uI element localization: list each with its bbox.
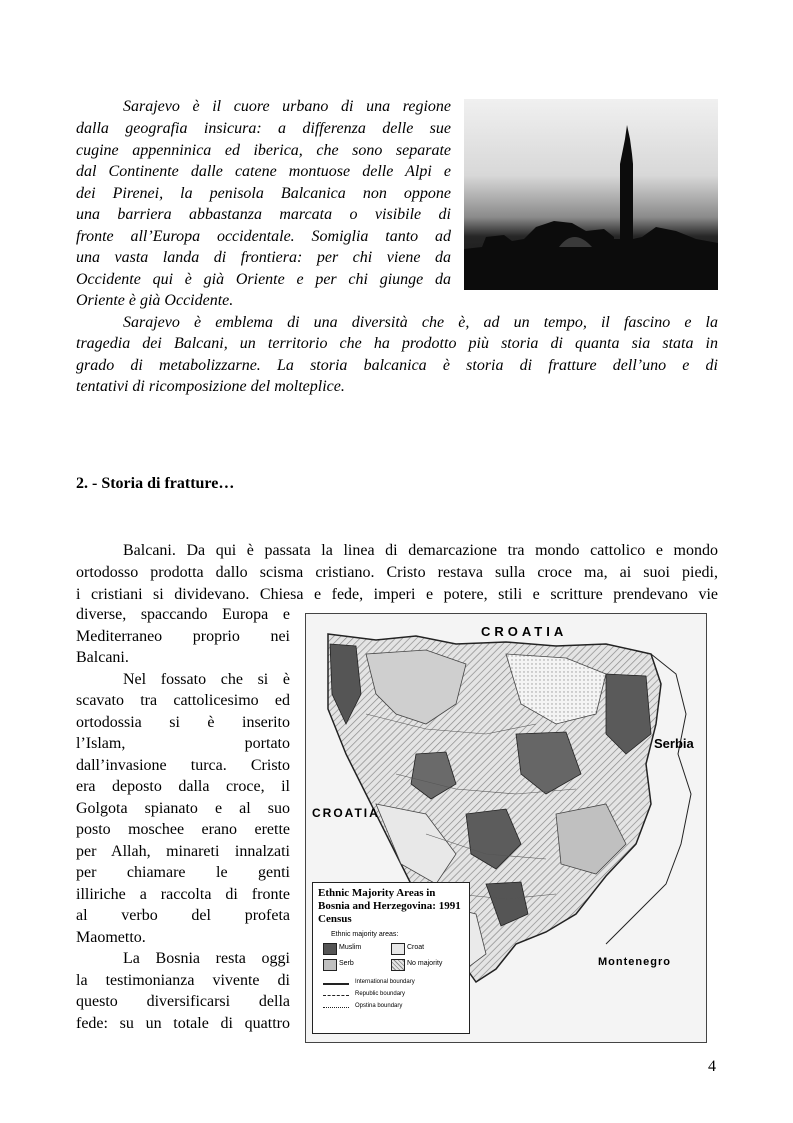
- body-line: questo diversificarsi della: [76, 993, 290, 1010]
- intro-line: dei Pirenei, la penisola Balcanica non oppone: [76, 185, 451, 202]
- body-line: Balcani. Da qui è passata la linea di demarcazione tra mondo cattolico e mondo: [123, 542, 718, 559]
- body-line: ortodosso prodotta dallo scisma cristiano. Cristo restava sulla croce ma, ai suoi piedi,: [76, 564, 718, 581]
- body-line: ortodossia si è inserito: [76, 714, 290, 731]
- legend-title: Ethnic Majority Areas in Bosnia and Herzegovina: 1991 Census: [318, 887, 461, 925]
- legend-swatch-muslim: [323, 943, 337, 955]
- legend-swatch-serb: [323, 959, 337, 971]
- legend-label-serb: Serb: [339, 960, 354, 967]
- intro-line: grado di metabolizzarne. La storia balcanica è storia di fratture dell’uno e di: [76, 357, 718, 374]
- body-line: i cristiani si dividevano. Chiesa e fede, imperi e potere, stili e scritture prendevano vie: [76, 586, 718, 603]
- intro-line: tentativi di ricomposizione del molteplice.: [76, 378, 345, 395]
- intro-line: Sarajevo è emblema di una diversità che è, ad un tempo, il fascino e la: [123, 314, 718, 331]
- intro-line: Sarajevo è il cuore urbano di una regione: [123, 98, 451, 115]
- body-line: Maometto.: [76, 929, 146, 946]
- body-line: era deposto dalla croce, il: [76, 778, 290, 795]
- legend-label-international: International boundary: [355, 979, 415, 985]
- intro-line: Occidente qui è già Oriente e per chi giunge da: [76, 271, 451, 288]
- body-line: dall’invasione turca. Cristo: [76, 757, 290, 774]
- body-line: scavato tra cattolicesimo ed: [76, 692, 290, 709]
- legend-label-croat: Croat: [407, 944, 425, 951]
- body-line: al verbo del profeta: [76, 907, 290, 924]
- map-label-croatia-left: CROATIA: [312, 806, 380, 820]
- intro-line: tragedia dei Balcani, un territorio che ha prodotto più storia di quanta sia stata in: [76, 335, 718, 352]
- intro-line: fronte all’Europa occidentale. Somiglia tanto ad: [76, 228, 451, 245]
- body-line: diverse, spaccando Europa e: [76, 606, 290, 623]
- ethnic-map: [305, 613, 707, 1043]
- section-heading: 2. - Storia di fratture…: [76, 475, 235, 492]
- intro-line: una vasta landa di frontiera: per chi viene da: [76, 249, 451, 266]
- body-line: fede: su un totale di quattro: [76, 1015, 290, 1032]
- intro-line: dalla geografia insicura: a differenza delle sue: [76, 120, 451, 137]
- legend-line-republic: [323, 995, 349, 996]
- legend-line-opstina: [323, 1007, 349, 1008]
- map-legend: [312, 882, 470, 1034]
- body-line: la testimonianza vivente di: [76, 972, 290, 989]
- body-line: per Allah, minareti innalzati: [76, 843, 290, 860]
- legend-label-muslim: Muslim: [339, 944, 362, 951]
- page-number: 4: [708, 1058, 716, 1075]
- map-label-serbia: Serbia: [654, 736, 694, 751]
- body-line: La Bosnia resta oggi: [123, 950, 290, 967]
- legend-label-republic: Republic boundary: [355, 991, 406, 997]
- minaret-photo: [464, 99, 718, 290]
- map-label-montenegro: Montenegro: [598, 956, 671, 968]
- body-line: illiriche a raccolta di fronte: [76, 886, 290, 903]
- body-line: Nel fossato che si è: [123, 671, 290, 688]
- intro-line: una barriera abbastanza marcata o visibile di: [76, 206, 451, 223]
- body-line: Golgota spianato e al suo: [76, 800, 290, 817]
- body-line: l’Islam, portato: [76, 735, 290, 752]
- map-label-croatia-top: CROATIA: [481, 624, 568, 639]
- legend-label-no-majority: No majority: [407, 960, 443, 967]
- legend-swatch-croat: [391, 943, 405, 955]
- intro-line: dal Continente dalle catene montuose delle Alpi e: [76, 163, 451, 180]
- legend-label-opstina: Opstina boundary: [355, 1003, 403, 1009]
- legend-swatch-no-majority: [391, 959, 405, 971]
- body-line: Balcani.: [76, 649, 129, 666]
- legend-line-international: [323, 983, 349, 985]
- intro-line: Oriente è già Occidente.: [76, 292, 234, 309]
- body-line: per chiamare le genti: [76, 864, 290, 881]
- legend-subtitle: Ethnic majority areas:: [331, 931, 399, 938]
- intro-line: cugine appenninica ed iberica, che sono separate: [76, 142, 451, 159]
- body-line: posto moschee erano erette: [76, 821, 290, 838]
- body-line: Mediterraneo proprio nei: [76, 628, 290, 645]
